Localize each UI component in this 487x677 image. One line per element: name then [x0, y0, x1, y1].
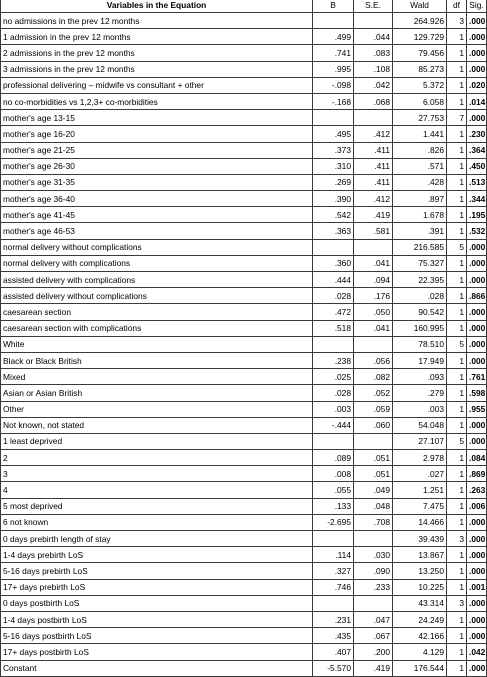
- cell-sig: .000: [467, 110, 487, 126]
- cell-df: 1: [447, 611, 467, 627]
- cell-df: 1: [447, 45, 467, 61]
- cell-wald: 90.542: [393, 304, 447, 320]
- cell-sig: .955: [467, 401, 487, 417]
- cell-df: 1: [447, 498, 467, 514]
- cell-variable: professional delivering – midwife vs consultant + other: [1, 77, 313, 93]
- cell-df: 1: [447, 288, 467, 304]
- cell-df: 1: [447, 174, 467, 190]
- cell-wald: 2.978: [393, 450, 447, 466]
- cell-se: .083: [354, 45, 393, 61]
- cell-se: [354, 531, 393, 547]
- cell-b: .114: [313, 547, 354, 563]
- cell-sig: .000: [467, 304, 487, 320]
- table-row: [1, 482, 487, 498]
- cell-se: [354, 595, 393, 611]
- cell-variable: 1-4 days postbirth LoS: [1, 611, 313, 627]
- cell-se: .047: [354, 611, 393, 627]
- cell-b: -.168: [313, 93, 354, 109]
- cell-b: .133: [313, 498, 354, 514]
- cell-sig: .000: [467, 239, 487, 255]
- header-sig: Sig.: [467, 0, 487, 13]
- cell-b: -5.570: [313, 660, 354, 676]
- cell-se: .176: [354, 288, 393, 304]
- cell-df: 1: [447, 628, 467, 644]
- cell-sig: .195: [467, 207, 487, 223]
- cell-df: 1: [447, 660, 467, 676]
- cell-b: .444: [313, 272, 354, 288]
- cell-variable: Asian or Asian British: [1, 385, 313, 401]
- cell-sig: .000: [467, 531, 487, 547]
- cell-sig: .000: [467, 61, 487, 77]
- cell-se: .708: [354, 514, 393, 530]
- cell-se: [354, 13, 393, 29]
- cell-df: 5: [447, 433, 467, 449]
- cell-df: 1: [447, 482, 467, 498]
- cell-df: 1: [447, 320, 467, 336]
- cell-b: [313, 336, 354, 352]
- cell-se: .419: [354, 660, 393, 676]
- cell-b: .363: [313, 223, 354, 239]
- cell-wald: 85.273: [393, 61, 447, 77]
- cell-b: .995: [313, 61, 354, 77]
- cell-df: 1: [447, 255, 467, 271]
- cell-se: .059: [354, 401, 393, 417]
- cell-b: .269: [313, 174, 354, 190]
- cell-variable: 1 admission in the prev 12 months: [1, 29, 313, 45]
- cell-b: [313, 531, 354, 547]
- cell-se: [354, 433, 393, 449]
- cell-se: .411: [354, 142, 393, 158]
- cell-variable: 5-16 days postbirth LoS: [1, 628, 313, 644]
- cell-se: [354, 336, 393, 352]
- cell-variable: mother's age 36-40: [1, 191, 313, 207]
- table-row: [1, 352, 487, 368]
- cell-se: .041: [354, 255, 393, 271]
- cell-wald: 7.475: [393, 498, 447, 514]
- cell-sig: .000: [467, 628, 487, 644]
- table-row: [1, 385, 487, 401]
- cell-wald: 4.129: [393, 644, 447, 660]
- cell-wald: .028: [393, 288, 447, 304]
- cell-sig: .263: [467, 482, 487, 498]
- cell-wald: 160.995: [393, 320, 447, 336]
- cell-sig: .000: [467, 595, 487, 611]
- table-row: [1, 320, 487, 336]
- cell-df: 1: [447, 466, 467, 482]
- cell-se: .419: [354, 207, 393, 223]
- cell-b: .390: [313, 191, 354, 207]
- cell-sig: .000: [467, 547, 487, 563]
- cell-b: .238: [313, 352, 354, 368]
- cell-wald: .391: [393, 223, 447, 239]
- cell-wald: 54.048: [393, 417, 447, 433]
- table-row: [1, 628, 487, 644]
- cell-wald: 5.372: [393, 77, 447, 93]
- cell-df: 3: [447, 595, 467, 611]
- cell-se: [354, 110, 393, 126]
- cell-b: .089: [313, 450, 354, 466]
- cell-df: 1: [447, 547, 467, 563]
- cell-wald: 22.395: [393, 272, 447, 288]
- cell-variable: 1-4 days prebirth LoS: [1, 547, 313, 563]
- cell-sig: .084: [467, 450, 487, 466]
- table-row: [1, 417, 487, 433]
- cell-wald: 13.867: [393, 547, 447, 563]
- cell-df: 1: [447, 61, 467, 77]
- cell-wald: 43.314: [393, 595, 447, 611]
- cell-df: 1: [447, 352, 467, 368]
- cell-df: 1: [447, 93, 467, 109]
- cell-variable: 3: [1, 466, 313, 482]
- cell-df: 1: [447, 417, 467, 433]
- cell-variable: 3 admissions in the prev 12 months: [1, 61, 313, 77]
- table-row: [1, 644, 487, 660]
- cell-b: [313, 239, 354, 255]
- cell-wald: .571: [393, 158, 447, 174]
- table-row: [1, 450, 487, 466]
- cell-variable: mother's age 41-45: [1, 207, 313, 223]
- cell-variable: no co-morbidities vs 1,2,3+ co-morbidities: [1, 93, 313, 109]
- table-row: [1, 579, 487, 595]
- cell-df: 1: [447, 401, 467, 417]
- table-row: [1, 142, 487, 158]
- cell-b: .373: [313, 142, 354, 158]
- cell-variable: normal delivery without complications: [1, 239, 313, 255]
- cell-variable: 17+ days postbirth LoS: [1, 644, 313, 660]
- cell-sig: .344: [467, 191, 487, 207]
- cell-wald: 17.949: [393, 352, 447, 368]
- cell-se: .233: [354, 579, 393, 595]
- cell-se: .200: [354, 644, 393, 660]
- cell-sig: .000: [467, 255, 487, 271]
- cell-wald: .003: [393, 401, 447, 417]
- cell-variable: caesarean section: [1, 304, 313, 320]
- cell-sig: .000: [467, 514, 487, 530]
- cell-df: 1: [447, 514, 467, 530]
- cell-df: 5: [447, 239, 467, 255]
- cell-sig: .869: [467, 466, 487, 482]
- cell-df: 1: [447, 644, 467, 660]
- table-row: [1, 611, 487, 627]
- cell-wald: .897: [393, 191, 447, 207]
- table-row: [1, 45, 487, 61]
- cell-wald: 10.225: [393, 579, 447, 595]
- cell-wald: 78.510: [393, 336, 447, 352]
- table-row: [1, 158, 487, 174]
- cell-wald: 176.544: [393, 660, 447, 676]
- cell-sig: .513: [467, 174, 487, 190]
- cell-se: .412: [354, 191, 393, 207]
- cell-se: .049: [354, 482, 393, 498]
- cell-variable: mother's age 16-20: [1, 126, 313, 142]
- table-body: [1, 13, 487, 677]
- cell-variable: mother's age 13-15: [1, 110, 313, 126]
- cell-se: .050: [354, 304, 393, 320]
- cell-variable: 0 days prebirth length of stay: [1, 531, 313, 547]
- table-row: [1, 174, 487, 190]
- cell-sig: .000: [467, 611, 487, 627]
- cell-wald: 216.585: [393, 239, 447, 255]
- cell-b: .472: [313, 304, 354, 320]
- cell-variable: 17+ days prebirth LoS: [1, 579, 313, 595]
- table-header-row: [1, 0, 487, 13]
- table-row: [1, 223, 487, 239]
- cell-variable: 2: [1, 450, 313, 466]
- cell-wald: 39.439: [393, 531, 447, 547]
- cell-sig: .020: [467, 77, 487, 93]
- table-row: [1, 369, 487, 385]
- cell-df: 1: [447, 563, 467, 579]
- cell-b: [313, 433, 354, 449]
- cell-df: 1: [447, 158, 467, 174]
- cell-se: .108: [354, 61, 393, 77]
- cell-wald: 1.678: [393, 207, 447, 223]
- cell-variable: 5 most deprived: [1, 498, 313, 514]
- cell-se: .048: [354, 498, 393, 514]
- table-row: [1, 660, 487, 676]
- table-row: [1, 531, 487, 547]
- cell-b: -.098: [313, 77, 354, 93]
- table-row: [1, 191, 487, 207]
- cell-se: .060: [354, 417, 393, 433]
- table-row: [1, 595, 487, 611]
- table-row: [1, 563, 487, 579]
- cell-variable: White: [1, 336, 313, 352]
- table-row: [1, 433, 487, 449]
- cell-sig: .000: [467, 13, 487, 29]
- table-row: [1, 93, 487, 109]
- cell-variable: 0 days postbirth LoS: [1, 595, 313, 611]
- table-row: [1, 272, 487, 288]
- cell-variable: 4: [1, 482, 313, 498]
- cell-se: .051: [354, 450, 393, 466]
- cell-se: .090: [354, 563, 393, 579]
- cell-se: .411: [354, 174, 393, 190]
- cell-sig: .000: [467, 45, 487, 61]
- cell-b: .407: [313, 644, 354, 660]
- cell-df: 3: [447, 531, 467, 547]
- cell-variable: mother's age 26-30: [1, 158, 313, 174]
- table-row: [1, 61, 487, 77]
- cell-sig: .230: [467, 126, 487, 142]
- cell-b: -.444: [313, 417, 354, 433]
- cell-wald: .093: [393, 369, 447, 385]
- cell-df: 1: [447, 191, 467, 207]
- cell-b: .499: [313, 29, 354, 45]
- table-row: [1, 336, 487, 352]
- cell-wald: 1.251: [393, 482, 447, 498]
- cell-b: .327: [313, 563, 354, 579]
- cell-b: .495: [313, 126, 354, 142]
- cell-se: .068: [354, 93, 393, 109]
- cell-sig: .042: [467, 644, 487, 660]
- cell-se: .412: [354, 126, 393, 142]
- cell-df: 1: [447, 304, 467, 320]
- cell-variable: normal delivery with complications: [1, 255, 313, 271]
- cell-sig: .000: [467, 29, 487, 45]
- cell-se: .051: [354, 466, 393, 482]
- header-b: B: [313, 0, 354, 13]
- cell-variable: 6 not known: [1, 514, 313, 530]
- cell-b: .310: [313, 158, 354, 174]
- cell-sig: .761: [467, 369, 487, 385]
- cell-wald: 24.249: [393, 611, 447, 627]
- cell-variable: mother's age 21-25: [1, 142, 313, 158]
- cell-variable: 5-16 days prebirth LoS: [1, 563, 313, 579]
- header-se: S.E.: [354, 0, 393, 13]
- table-row: [1, 288, 487, 304]
- cell-b: [313, 595, 354, 611]
- cell-b: .028: [313, 288, 354, 304]
- cell-b: [313, 110, 354, 126]
- cell-b: .025: [313, 369, 354, 385]
- cell-se: .082: [354, 369, 393, 385]
- cell-sig: .598: [467, 385, 487, 401]
- cell-b: .518: [313, 320, 354, 336]
- cell-sig: .000: [467, 660, 487, 676]
- table-title: Variables in the Equation: [1, 0, 313, 13]
- cell-b: [313, 13, 354, 29]
- cell-b: .746: [313, 579, 354, 595]
- cell-df: 1: [447, 579, 467, 595]
- cell-wald: 1.441: [393, 126, 447, 142]
- table-row: [1, 547, 487, 563]
- cell-variable: Black or Black British: [1, 352, 313, 368]
- cell-wald: 75.327: [393, 255, 447, 271]
- cell-b: -2.695: [313, 514, 354, 530]
- cell-variable: assisted delivery without complications: [1, 288, 313, 304]
- cell-wald: .428: [393, 174, 447, 190]
- table-row: [1, 77, 487, 93]
- table-row: [1, 29, 487, 45]
- cell-variable: mother's age 46-53: [1, 223, 313, 239]
- cell-b: .008: [313, 466, 354, 482]
- cell-df: 1: [447, 142, 467, 158]
- cell-se: .581: [354, 223, 393, 239]
- cell-se: .041: [354, 320, 393, 336]
- cell-se: .042: [354, 77, 393, 93]
- cell-sig: .001: [467, 579, 487, 595]
- cell-se: [354, 239, 393, 255]
- cell-wald: 27.107: [393, 433, 447, 449]
- cell-b: .028: [313, 385, 354, 401]
- table-row: [1, 110, 487, 126]
- table-row: [1, 466, 487, 482]
- cell-df: 1: [447, 272, 467, 288]
- cell-df: 7: [447, 110, 467, 126]
- cell-se: .094: [354, 272, 393, 288]
- cell-wald: 14.466: [393, 514, 447, 530]
- cell-b: .741: [313, 45, 354, 61]
- cell-b: .055: [313, 482, 354, 498]
- table-row: [1, 498, 487, 514]
- cell-wald: 13.250: [393, 563, 447, 579]
- cell-sig: .866: [467, 288, 487, 304]
- cell-se: .411: [354, 158, 393, 174]
- cell-variable: 2 admissions in the prev 12 months: [1, 45, 313, 61]
- cell-df: 3: [447, 13, 467, 29]
- cell-df: 1: [447, 385, 467, 401]
- cell-b: .360: [313, 255, 354, 271]
- cell-variable: Mixed: [1, 369, 313, 385]
- cell-variable: assisted delivery with complications: [1, 272, 313, 288]
- cell-se: .030: [354, 547, 393, 563]
- cell-df: 1: [447, 77, 467, 93]
- cell-variable: 1 least deprived: [1, 433, 313, 449]
- table-row: [1, 13, 487, 29]
- cell-wald: 6.058: [393, 93, 447, 109]
- cell-b: .231: [313, 611, 354, 627]
- cell-b: .435: [313, 628, 354, 644]
- cell-sig: .000: [467, 563, 487, 579]
- cell-sig: .000: [467, 352, 487, 368]
- cell-sig: .000: [467, 417, 487, 433]
- cell-variable: Not known, not stated: [1, 417, 313, 433]
- cell-wald: 27.753: [393, 110, 447, 126]
- cell-variable: caesarean section with complications: [1, 320, 313, 336]
- cell-sig: .000: [467, 320, 487, 336]
- cell-variable: mother's age 31-35: [1, 174, 313, 190]
- cell-se: .056: [354, 352, 393, 368]
- cell-sig: .006: [467, 498, 487, 514]
- cell-b: .003: [313, 401, 354, 417]
- cell-wald: 264.926: [393, 13, 447, 29]
- cell-df: 1: [447, 207, 467, 223]
- cell-sig: .000: [467, 336, 487, 352]
- cell-df: 1: [447, 369, 467, 385]
- cell-se: .044: [354, 29, 393, 45]
- table-row: [1, 239, 487, 255]
- cell-sig: .000: [467, 272, 487, 288]
- cell-variable: Constant: [1, 660, 313, 676]
- cell-se: .067: [354, 628, 393, 644]
- cell-wald: 79.456: [393, 45, 447, 61]
- table-row: [1, 207, 487, 223]
- table-row: [1, 514, 487, 530]
- cell-sig: .532: [467, 223, 487, 239]
- cell-se: .052: [354, 385, 393, 401]
- cell-df: 1: [447, 450, 467, 466]
- cell-variable: Other: [1, 401, 313, 417]
- cell-sig: .000: [467, 433, 487, 449]
- cell-df: 1: [447, 223, 467, 239]
- cell-df: 5: [447, 336, 467, 352]
- table-row: [1, 401, 487, 417]
- cell-df: 1: [447, 29, 467, 45]
- cell-b: .542: [313, 207, 354, 223]
- table-row: [1, 304, 487, 320]
- table-row: [1, 255, 487, 271]
- cell-wald: .826: [393, 142, 447, 158]
- header-wald: Wald: [393, 0, 447, 13]
- cell-variable: no admissions in the prev 12 months: [1, 13, 313, 29]
- header-df: df: [447, 0, 467, 13]
- table-row: [1, 126, 487, 142]
- cell-sig: .450: [467, 158, 487, 174]
- cell-wald: .027: [393, 466, 447, 482]
- cell-wald: 129.729: [393, 29, 447, 45]
- cell-wald: .279: [393, 385, 447, 401]
- cell-wald: 42.166: [393, 628, 447, 644]
- cell-sig: .364: [467, 142, 487, 158]
- cell-df: 1: [447, 126, 467, 142]
- cell-sig: .014: [467, 93, 487, 109]
